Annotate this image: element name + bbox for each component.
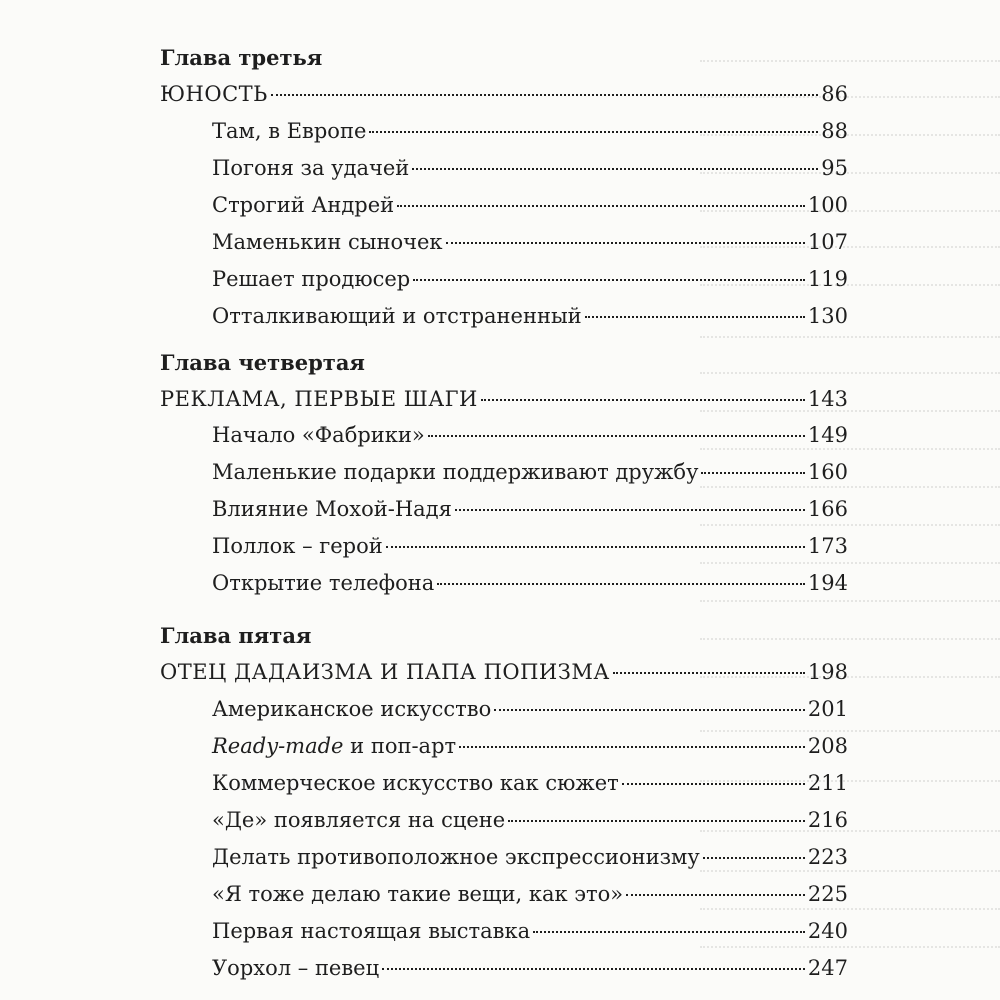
- section-entry: [212, 954, 848, 982]
- page-number: 95: [821, 156, 848, 180]
- dot-leader: [701, 472, 804, 474]
- page-number: 107: [807, 230, 848, 254]
- page-number: 201: [807, 697, 848, 721]
- section-entry: [212, 265, 848, 293]
- entry-title: Там, в Европе: [212, 119, 367, 143]
- dot-leader: [413, 279, 805, 281]
- dot-leader: [386, 546, 805, 548]
- page-number: 216: [807, 808, 848, 832]
- page-number: 198: [807, 660, 848, 684]
- section-entry: [212, 806, 848, 834]
- chapter-label: Глава пятая: [160, 623, 312, 648]
- dot-leader: [481, 399, 805, 401]
- entry-title: Решает продюсер: [212, 267, 411, 291]
- page-number: 240: [807, 919, 848, 943]
- chapter-label: Глава четвертая: [160, 350, 365, 375]
- dot-leader: [508, 820, 805, 822]
- entry-title: Открытие телефона: [212, 571, 435, 595]
- section-entry: [212, 458, 848, 486]
- section-entry: [212, 917, 848, 945]
- dot-leader: [271, 94, 818, 96]
- page-number: 225: [807, 882, 848, 906]
- dot-leader: [382, 968, 805, 970]
- section-entry: [212, 117, 848, 145]
- page-number: 160: [807, 460, 848, 484]
- section-entry: [212, 880, 848, 908]
- page-number: 173: [807, 534, 848, 558]
- entry-title: Погоня за удачей: [212, 156, 410, 180]
- section-entry: [212, 228, 848, 256]
- section-entry: [212, 769, 848, 797]
- dot-leader: [446, 242, 805, 244]
- dot-leader: [585, 316, 805, 318]
- page-number: 194: [807, 571, 848, 595]
- entry-title: РЕКЛАМА, ПЕРВЫЕ ШАГИ: [160, 387, 478, 411]
- section-entry: [212, 495, 848, 523]
- entry-title: Маленькие подарки поддерживают дружбу: [212, 460, 699, 484]
- section-entry: [212, 532, 848, 560]
- dot-leader: [494, 709, 805, 711]
- entry-title: ОТЕЦ ДАДАИЗМА И ПАПА ПОПИЗМА: [160, 660, 610, 684]
- section-entry: [212, 421, 848, 449]
- page-number: 119: [807, 267, 848, 291]
- page-number: 223: [807, 845, 848, 869]
- page-number: 149: [807, 423, 848, 447]
- entry-title: ЮНОСТЬ: [160, 82, 268, 106]
- section-entry: [212, 732, 848, 760]
- dot-leader: [412, 168, 818, 170]
- dot-leader: [455, 509, 805, 511]
- entry-title: Американское искусство: [212, 697, 492, 721]
- dot-leader: [459, 746, 805, 748]
- entry-title: «Де» появляется на сцене: [212, 808, 506, 832]
- entry-title-rest: и поп-арт: [343, 734, 457, 758]
- section-entry: [212, 569, 848, 597]
- page-number: 86: [821, 82, 848, 106]
- dot-leader: [369, 131, 818, 133]
- entry-title: Коммерческое искусство как сюжет: [212, 771, 619, 795]
- entry-title: Маменькин сыночек: [212, 230, 443, 254]
- chapter-title-entry: [160, 385, 848, 413]
- page-number: 247: [807, 956, 848, 980]
- entry-title: [212, 732, 456, 760]
- entry-title: Поллок – герой: [212, 534, 383, 558]
- section-entry: [212, 191, 848, 219]
- page-number: 88: [821, 119, 848, 143]
- entry-title: Начало «Фабрики»: [212, 423, 425, 447]
- chapter-label: Глава третья: [160, 45, 323, 70]
- dot-leader: [613, 672, 805, 674]
- page-number: 130: [807, 304, 848, 328]
- page-number: 100: [807, 193, 848, 217]
- page-number: 211: [807, 771, 848, 795]
- page-number: 143: [807, 387, 848, 411]
- dot-leader: [622, 783, 805, 785]
- entry-title: Влияние Мохой-Надя: [212, 497, 452, 521]
- dot-leader: [437, 583, 805, 585]
- entry-title: Делать противоположное экспрессионизму: [212, 845, 700, 869]
- entry-title: Строгий Андрей: [212, 193, 395, 217]
- dot-leader: [626, 894, 805, 896]
- chapter-title-entry: [160, 658, 848, 686]
- dot-leader: [428, 435, 805, 437]
- chapter-title-entry: [160, 80, 848, 108]
- section-entry: [212, 843, 848, 871]
- section-entry: [212, 695, 848, 723]
- page-number: 166: [807, 497, 848, 521]
- entry-title: Отталкивающий и отстраненный: [212, 304, 582, 328]
- entry-title-italic: Ready-made: [212, 734, 344, 758]
- entry-title: Первая настоящая выставка: [212, 919, 531, 943]
- dot-leader: [703, 857, 805, 859]
- page-number: 208: [807, 734, 848, 758]
- entry-title: Уорхол – певец: [212, 956, 380, 980]
- entry-title: «Я тоже делаю такие вещи, как это»: [212, 882, 624, 906]
- section-entry: [212, 154, 848, 182]
- dot-leader: [533, 931, 805, 933]
- section-entry: [212, 302, 848, 330]
- dot-leader: [397, 205, 805, 207]
